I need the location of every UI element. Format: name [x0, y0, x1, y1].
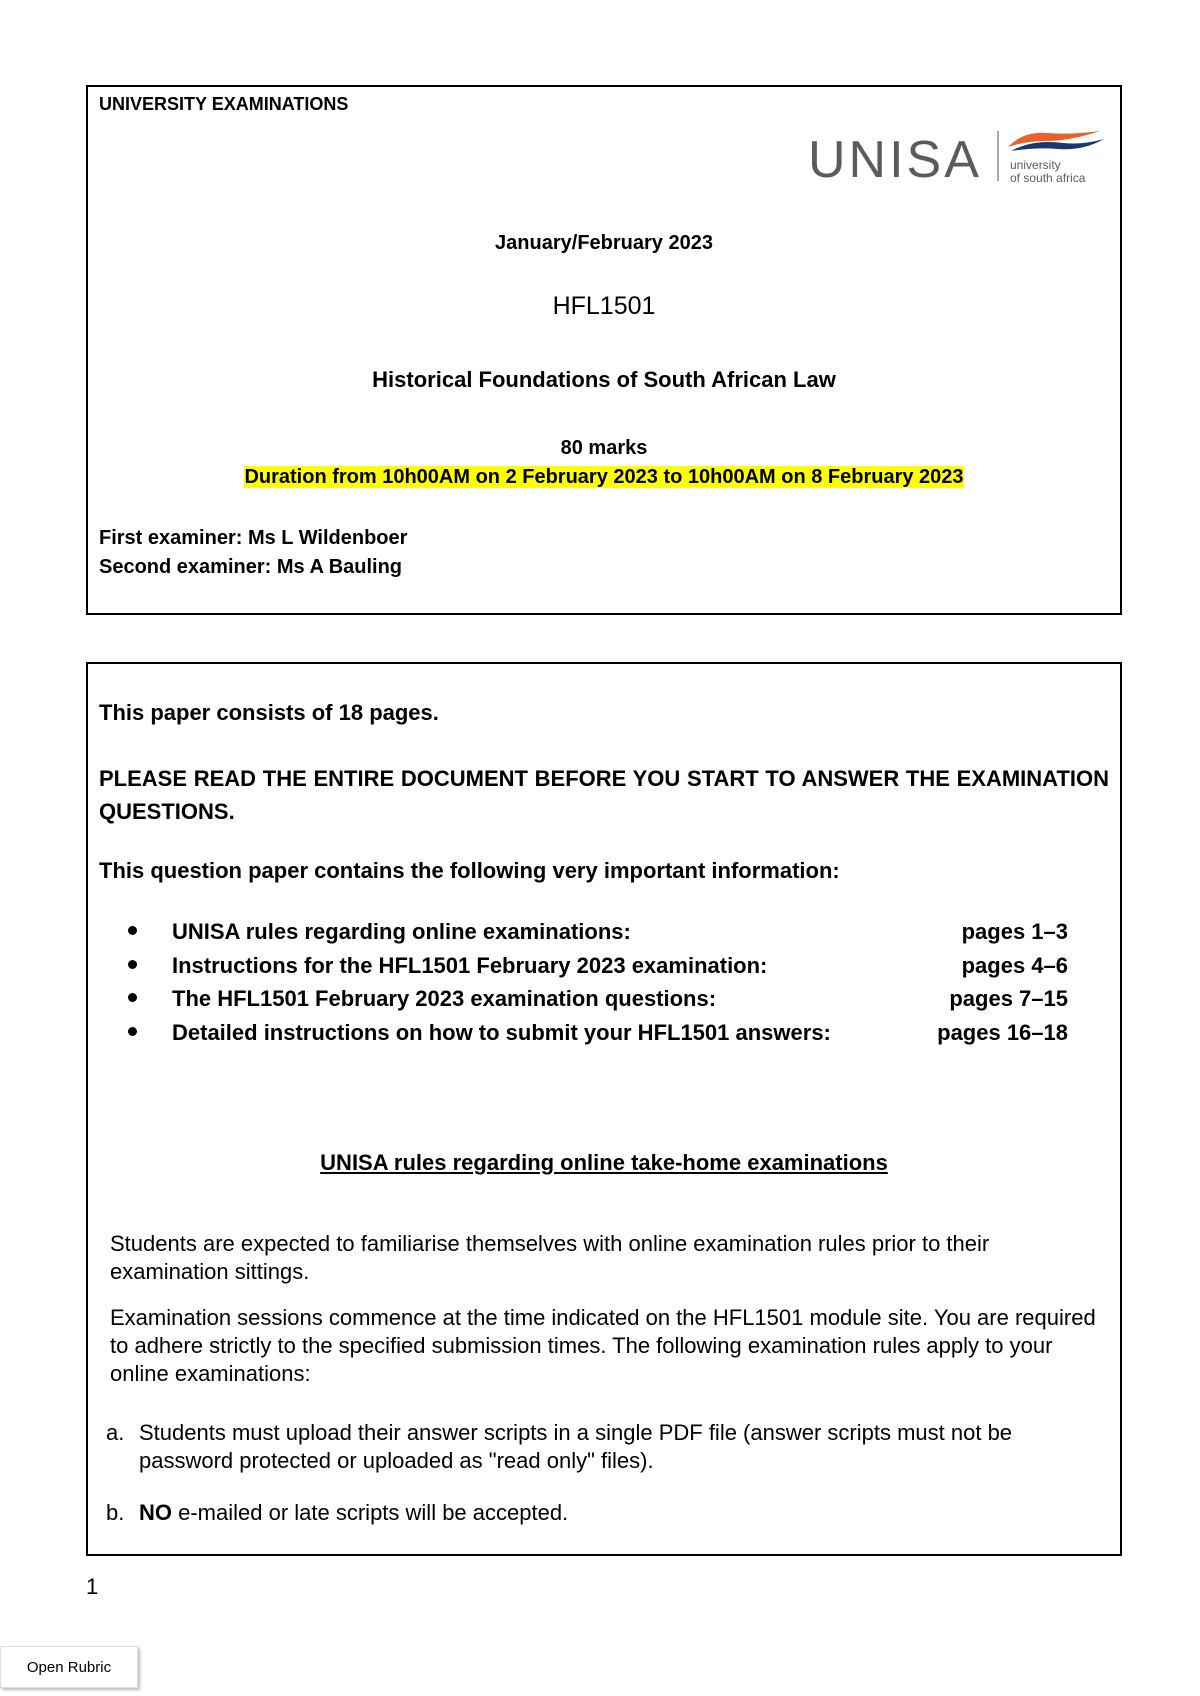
list-item	[128, 1020, 1118, 1054]
page-number: 1	[86, 1574, 99, 1599]
list-item-text: Instructions for the HFL1501 February 2023 examination:	[172, 952, 768, 978]
total-marks: 80 marks	[560, 437, 648, 459]
rule-b-text	[139, 1499, 1099, 1527]
list-item-pages: pages 7–15	[949, 986, 1068, 1011]
logo-tagline-line2: of south africa	[1010, 171, 1086, 185]
module-code: HFL1501	[552, 292, 656, 320]
page-count-statement: This paper consists of 18 pages.	[99, 700, 439, 725]
unisa-logo	[808, 125, 1108, 185]
list-item-pages: pages 1–3	[961, 919, 1068, 944]
list-item-pages: pages 4–6	[961, 952, 1068, 978]
exam-info-box	[86, 662, 1122, 1556]
logo-tagline-line1: university	[1010, 158, 1061, 172]
read-entire-document-notice: PLEASE READ THE ENTIRE DOCUMENT BEFORE YOU START TO ANSWER THE EXAMINATION QUESTIONS.	[99, 766, 1109, 824]
list-item-text: UNISA rules regarding online examinations:	[172, 919, 631, 944]
rule-a-label: a.	[106, 1420, 125, 1445]
contents-intro: This question paper contains the following very important information:	[99, 858, 840, 883]
exam-header-box	[86, 85, 1122, 615]
list-item	[128, 919, 1118, 953]
rule-b-label: b.	[106, 1500, 125, 1525]
second-examiner: Second examiner: Ms A Bauling	[99, 556, 403, 578]
rules-paragraph-2: Examination sessions commence at the time indicated on the HFL1501 module site. You are required to adhere strictly to the specified submission times. The following examination rules apply to your online examinations:	[110, 1305, 1096, 1386]
bullet-icon	[128, 993, 137, 1002]
open-rubric-button[interactable]: Open Rubric	[0, 1646, 138, 1688]
bullet-icon	[128, 1027, 137, 1036]
module-title: Historical Foundations of South African Law	[372, 367, 836, 392]
rules-heading: UNISA rules regarding online take-home examinations	[320, 1150, 888, 1175]
rules-paragraph-1: Students are expected to familiarise themselves with online examination rules prior to their examination sittings.	[110, 1231, 990, 1284]
exam-duration	[88, 466, 1120, 489]
exam-session: January/February 2023	[495, 232, 713, 254]
first-examiner: First examiner: Ms L Wildenboer	[99, 527, 408, 549]
logo-wordmark: UNISA	[808, 131, 982, 185]
rule-b-rest: e-mailed or late scripts will be accepted.	[172, 1500, 569, 1525]
university-examinations-label: UNIVERSITY EXAMINATIONS	[99, 94, 349, 114]
list-item-text: The HFL1501 February 2023 examination questions:	[172, 986, 717, 1011]
bullet-icon	[128, 960, 137, 969]
duration-highlight: Duration from 10h00AM on 2 February 2023 to 10h00AM on 8 February 2023	[244, 466, 964, 488]
list-item-pages: pages 16–18	[937, 1019, 1068, 1045]
list-item-text: Detailed instructions on how to submit your HFL1501 answers:	[172, 1019, 831, 1045]
bullet-icon	[128, 926, 137, 935]
list-item	[128, 986, 1118, 1020]
list-item	[128, 953, 1118, 987]
contents-list	[128, 919, 1118, 1053]
rule-b-emphasis: NO	[139, 1500, 172, 1525]
rule-a-text: Students must upload their answer scripts in a single PDF file (answer scripts must not be password protected or uploaded as "read only" files).	[139, 1420, 1013, 1473]
